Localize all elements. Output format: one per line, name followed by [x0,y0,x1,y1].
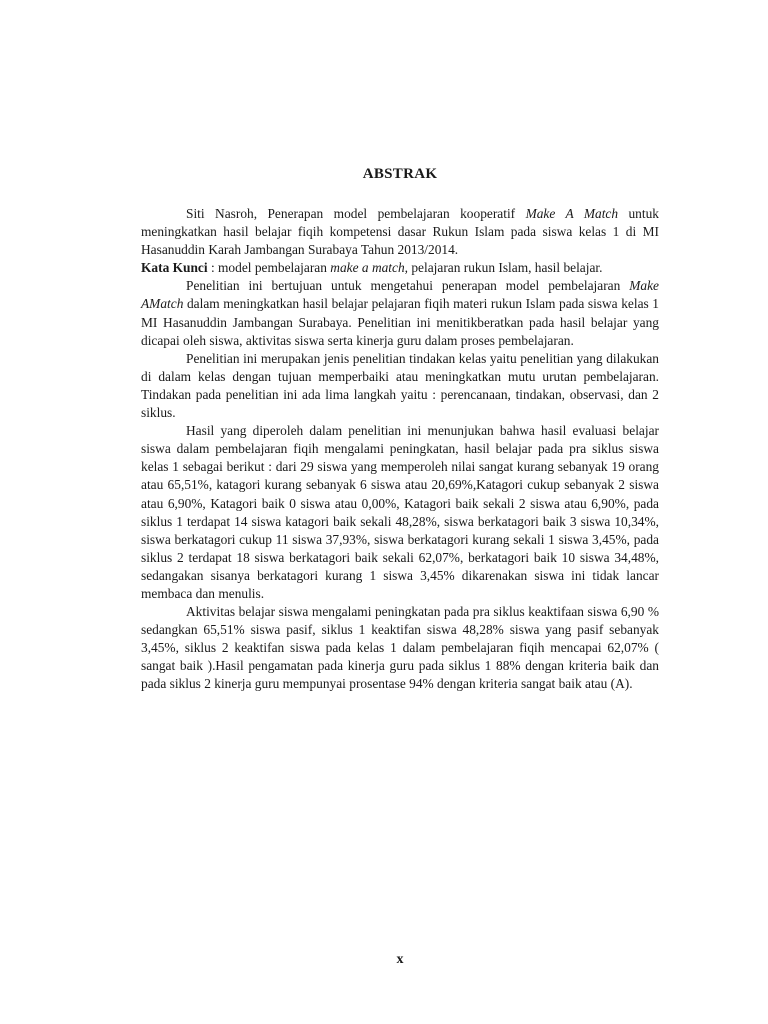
abstract-body [141,205,659,694]
citation-italic: Make A Match [525,206,619,221]
keywords-text-end: pelajaran rukun Islam, hasil belajar. [408,260,603,276]
keywords-label: Kata Kunci [141,260,208,276]
paragraph-keywords [141,259,659,277]
objective-italic: Make AMatch [141,278,659,312]
keywords-text: : model pembelajaran [207,260,331,276]
citation-text-end: untuk meningkatkan hasil belajar fiqih kompetensi dasar Rukun Islam pada siswa kelas 1 di MI Hasanuddin Karah Jambangan Surabaya Tahun 2013/2014. [141,206,659,258]
paragraph-citation [141,205,659,259]
objective-text-end: dalam meningkatkan hasil belajar pelajaran fiqih materi rukun Islam pada siswa kelas 1 MI Hasanuddin Jambangan Surabaya. Penelitian ini menitikberatkan pada hasil belajar yang dicapai oleh siswa, aktivitas siswa serta kinerja guru dalam proses pembelajaran. [141,296,659,348]
citation-text: Siti Nasroh, Penerapan model pembelajaran kooperatif [186,206,526,221]
keywords-italic: make a match, [330,260,409,276]
paragraph-objective [141,277,659,349]
objective-text: Penelitian ini bertujuan untuk mengetahui penerapan model pembelajaran [186,278,630,294]
paragraph-method: Penelitian ini merupakan jenis penelitian tindakan kelas yaitu penelitian yang dilakukan di dalam kelas dengan tujuan memperbaiki atau meningkatkan mutu urutan pembelajaran. Tindakan pada penelitian ini ada lima langkah yaitu : perencanaan, tindakan, observasi, dan 2 siklus. [141,350,659,421]
paragraph-results: Hasil yang diperoleh dalam penelitian ini menunjukan bahwa hasil evaluasi belajar siswa dalam pembelajaran fiqih mengalami peningkatan, hasil belajar pada pra siklus siswa kelas 1 sebagai berikut : dari 29 siswa yang memperoleh nilai sangat kurang sebanyak 19 orang atau 65,51%, katagori kurang sebanyak 6 siswa atau 20,69%,Katagori cukup sebanyak 2 siswa atau 6,90%, Katagori baik 0 siswa atau 0,00%, Katagori baik sekali 2 siswa atau 6,90%, pada siklus 1 terdapat 14 siswa katagori baik sekali 48,28%, siswa berkatagori baik 3 siswa 10,34%, siswa berkatagori cukup 11 siswa 37,93%, siswa berkatagori kurang sekali 1 siswa 3,45%, pada siklus 2 terdapat 18 siswa berkatagori baik sekali 62,07%, berkatagori baik 10 siswa 34,48%, sedangakan sisanya berkatagori kurang 1 siswa 3,45% dikarenakan siswa ini tidak lancar membaca dan menulis. [141,423,659,601]
page-number: x [396,952,404,967]
paragraph-activity: Aktivitas belajar siswa mengalami peningkatan pada pra siklus keaktifaan siswa 6,90 % sedangkan 65,51% siswa pasif, siklus 1 keaktifan siswa 48,28% siswa yang pasif sebanyak 3,45%, siklus 2 keaktifan siswa pada kelas 1 dalam pembelajaran fiqih mencapai 62,07% ( sangat baik ).Hasil pengamatan pada kinerja guru pada siklus 1 88% dengan kriteria baik dan pada siklus 2 kinerja guru mempunyai prosentase 94% dengan kriteria sangat baik atau (A). [141,604,659,692]
page-title: ABSTRAK [362,166,438,182]
